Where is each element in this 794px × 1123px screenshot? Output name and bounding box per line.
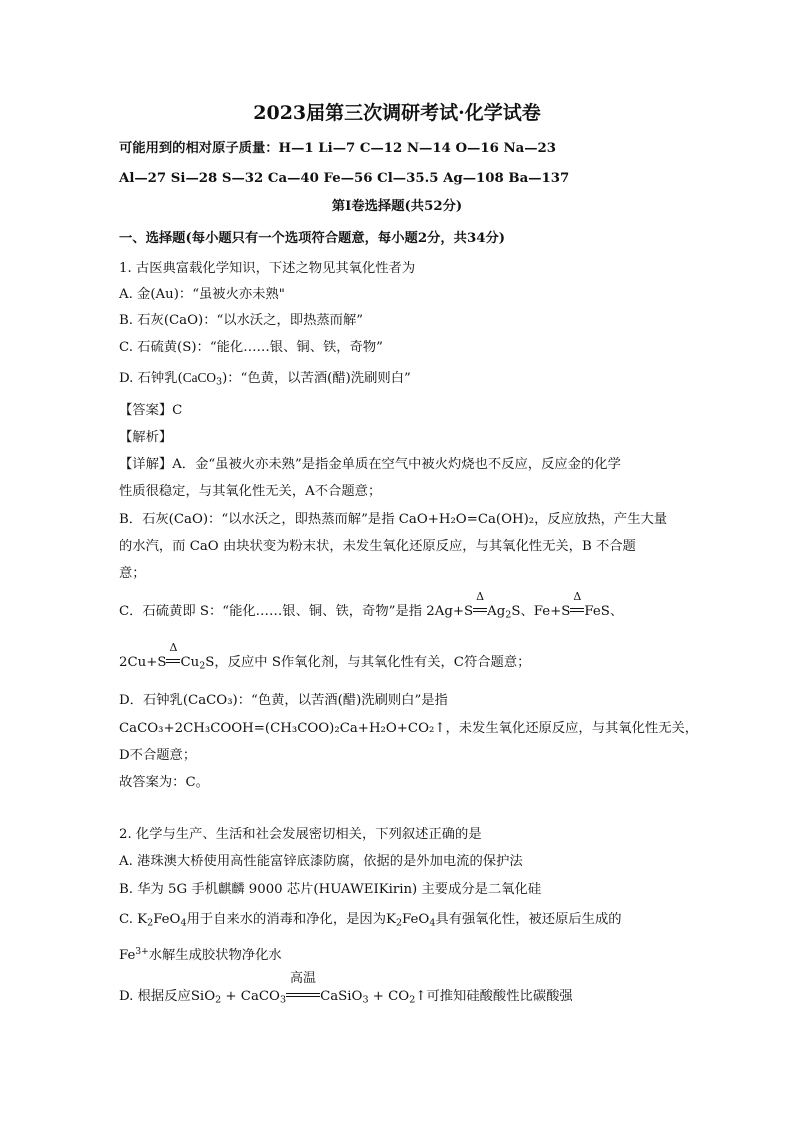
q1-d-post: )：“色黄，以苦酒(醋)洗刷则白” (222, 371, 411, 386)
q2-option-a: A. 港珠澳大桥使用高性能富锌底漆防腐，依据的是外加电流的保护法 (119, 854, 523, 869)
q1-c-explain-2 (119, 641, 531, 675)
q1-stem: 1. 古医典富载化学知识，下述之物见其氧化性者为 (119, 261, 416, 276)
c2-mid: Cu (180, 655, 200, 670)
equals-bar (286, 993, 320, 997)
detail-text-1: A．金“虽被火亦未熟”是指金单质在空气中被火灼烧也不反应，反应金的化学 (172, 457, 621, 472)
q1-d-pre: D. 石钟乳( (119, 371, 183, 386)
atomic-mass-line-2: Al—27 Si—28 S—32 Ca—40 Fe—56 Cl—35.5 Ag—108 Ba—137 (119, 171, 570, 186)
q2-option-b: B. 华为 5G 手机麒麟 9000 芯片(HUAWEIKirin) 主要成分是二氧化硅 (119, 882, 542, 897)
q1-option-a: A. 金(Au)：“虽被火亦未熟" (119, 287, 285, 302)
k-symbol: K (137, 912, 148, 927)
feo-symbol: FeO (153, 912, 181, 927)
section-heading: 一、选择题(每小题只有一个选项符合题意，每小题2分，共34分) (119, 231, 506, 246)
plus-caco3: + CaCO (221, 989, 280, 1004)
q2-c-post: 具有强氧化性，被还原后生成的 (435, 912, 622, 927)
detail-label: 【详解】 (119, 457, 173, 472)
k-sub: 2 (395, 917, 403, 929)
heat-symbol: Δ (169, 641, 178, 654)
q2-c-pre: C. (119, 912, 138, 927)
c1-mid2: S、Fe+S (511, 604, 571, 619)
heat-condition (166, 641, 180, 672)
sio2: SiO (190, 989, 216, 1004)
feo-sub: 4 (180, 917, 187, 929)
heat-symbol: Δ (573, 590, 582, 603)
c2-pre: 2Cu+S (119, 655, 167, 670)
q2-d-post: 可推知硅酸酸性比碳酸强 (426, 989, 573, 1004)
q2-option-d (119, 971, 573, 1009)
equals-bar (166, 659, 180, 663)
q1-option-b: B. 石灰(CaO)：“以水沃之，即热蒸而解” (119, 313, 364, 328)
q1-answer: 【答案】C (119, 403, 183, 418)
gas-up-arrow: ↑ (415, 989, 427, 1004)
feo-sub: 4 (429, 917, 436, 929)
q1-b-explain-3: 意； (119, 566, 146, 581)
atomic-mass-line-1: 可能用到的相对原子质量：H—1 Li—7 C—12 N—14 O—16 Na—23 (119, 141, 557, 156)
q1-option-d (119, 369, 411, 391)
q2-d-pre: D. 根据反应 (119, 989, 191, 1004)
c1-pre: C．石硫黄即 S：“能化……银、铜、铁，奇物”是指 2Ag+S (119, 604, 474, 619)
q1-b-explain-1: B．石灰(CaO)：“以水沃之，即热蒸而解”是指 CaO+H₂O=Ca(OH)₂，反应放热，产生大量 (119, 512, 668, 527)
q1-analysis-label: 【解析】 (119, 430, 173, 445)
k2feo4-formula (386, 912, 435, 927)
c2-mid-sub: 2 (199, 660, 206, 672)
c1-mid-sub: 2 (505, 609, 512, 621)
equals-bar (473, 608, 487, 612)
q1-detail-line-2: 性质很稳定，与其氧化性无关，A不合题意； (119, 484, 382, 499)
c1-end: FeS、 (584, 604, 624, 619)
high-temp-label: 高温 (290, 971, 317, 986)
q1-d-explain-3: D不合题意； (119, 748, 197, 763)
q2-stem: 2. 化学与生产、生活和社会发展密切相关，下列叙述正确的是 (119, 827, 482, 842)
k2feo4-formula (137, 912, 186, 927)
q2-c-mid: 用于自来水的消毒和净化，是因为 (186, 912, 387, 927)
co2-sub: 2 (409, 994, 416, 1006)
feo-symbol: FeO (402, 912, 430, 927)
high-temp-condition (286, 971, 320, 1006)
casio3: CaSiO (320, 989, 363, 1004)
casio3-sub: 3 (362, 994, 369, 1006)
c2-post: S，反应中 S作氧化剂，与其氧化性有关，C符合题意； (205, 655, 531, 670)
c1-mid: Ag (487, 604, 506, 619)
q2-option-c (119, 911, 622, 932)
q1-d-formula-sub: 3 (215, 376, 223, 388)
k-sub: 2 (147, 917, 154, 929)
q2-c2-post: 水解生成胶状物净化水 (148, 947, 282, 963)
heat-condition (473, 590, 487, 621)
q1-c-explain-1 (119, 590, 624, 624)
fe-ion: Fe (119, 947, 136, 963)
q2-option-c-cont (119, 943, 282, 965)
heat-condition (570, 590, 584, 621)
q1-d-formula: CaCO (182, 370, 216, 385)
equals-bar (570, 608, 584, 612)
part-heading: 第Ⅰ卷选择题(共52分) (331, 199, 463, 214)
plus-co2: + CO (368, 989, 410, 1004)
sio2-sub: 2 (215, 994, 222, 1006)
q1-option-c: C. 石硫黄(S)：“能化……银、铜、铁，奇物” (119, 340, 383, 355)
q1-b-explain-2: 的水汽，而 CaO 由块状变为粉末状，未发生氧化还原反应，与其氧化性无关，B 不合题 (119, 539, 636, 554)
q1-d-explain-1: D．石钟乳(CaCO₃)：“色黄，以苦酒(醋)洗刷则白”是指 (119, 693, 448, 708)
fe-ion-charge: 3+ (135, 947, 149, 957)
exam-title: 2023届第三次调研考试·化学试卷 (253, 102, 541, 124)
heat-symbol: Δ (476, 590, 485, 603)
q1-detail-line-1 (119, 456, 621, 474)
k-symbol: K (386, 912, 396, 927)
q1-d-explain-2: CaCO₃+2CH₃COOH=(CH₃COO)₂Ca+H₂O+CO₂↑，未发生氧化还原反应，与其氧化性无关， (119, 721, 699, 736)
q1-conclusion: 故答案为：C。 (119, 775, 209, 790)
caco3-sub: 3 (279, 994, 287, 1006)
